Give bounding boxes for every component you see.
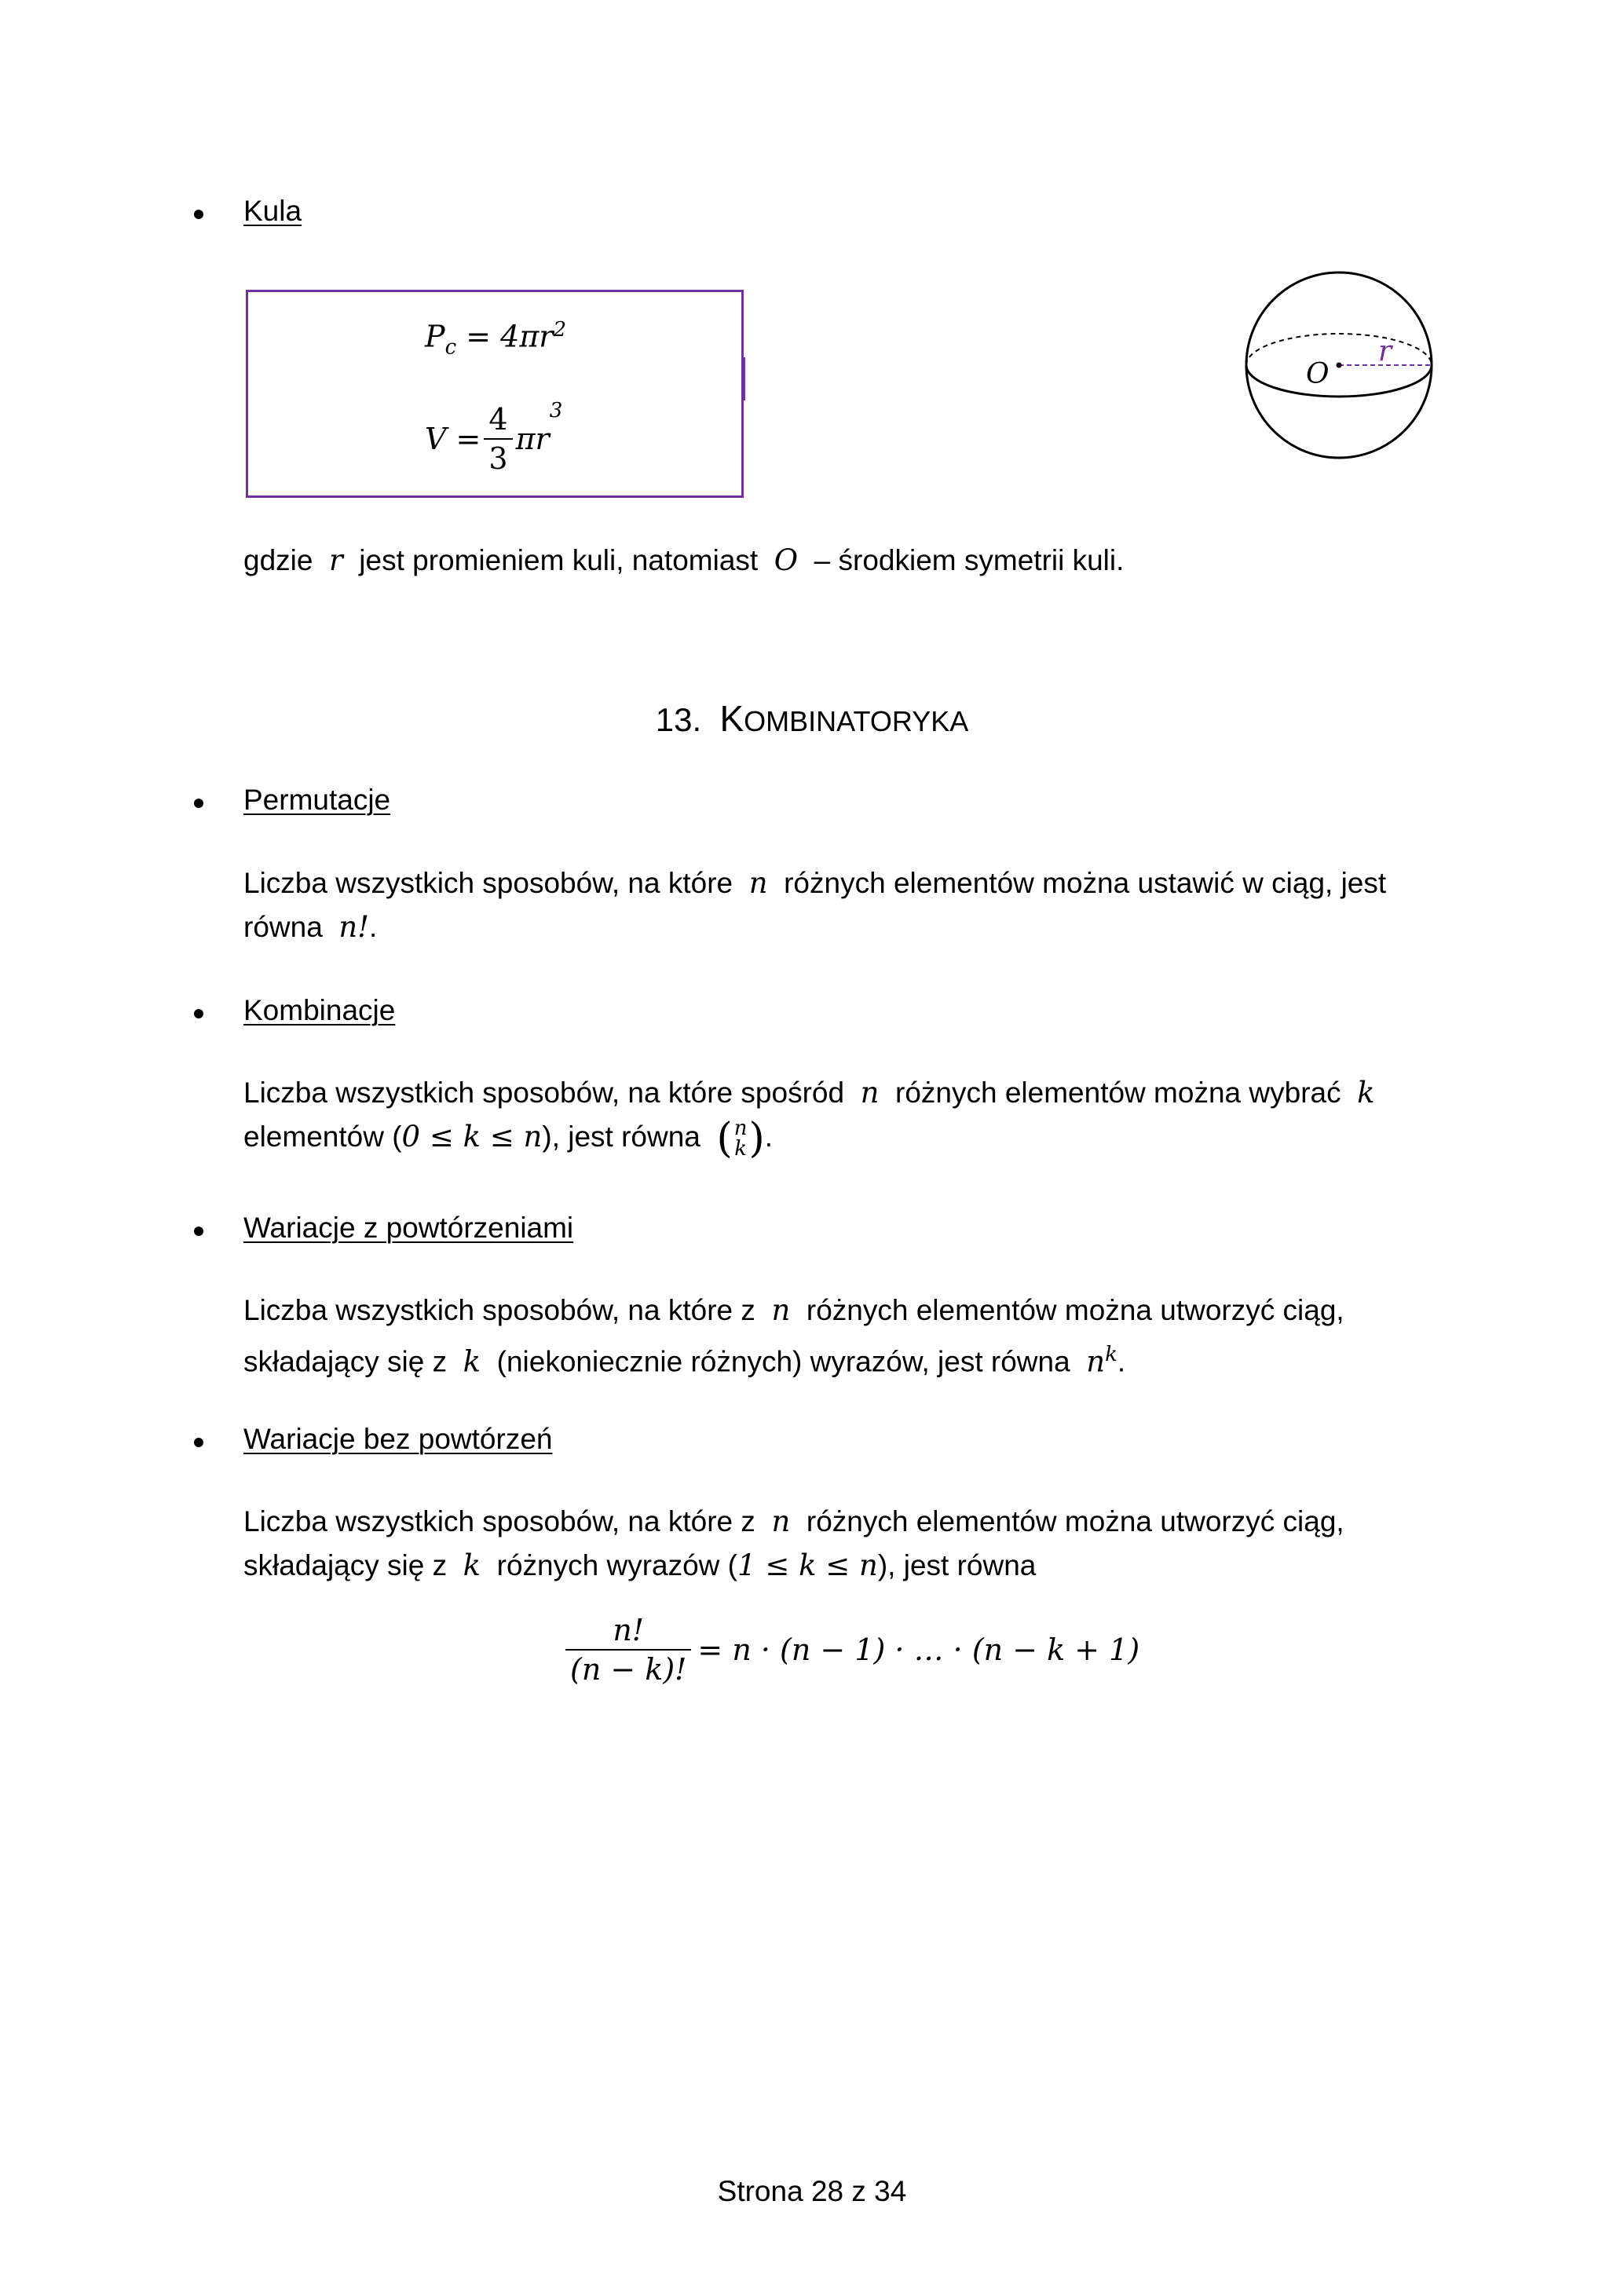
binomial-coefficient: ( n k ) <box>716 1115 765 1163</box>
permutacje-heading: Permutacje <box>243 784 391 816</box>
wariacje-z-powtorzeniami-text: Liczba wszystkich sposobów, na które z n różnych elementów można utworzyć ciąg, składający się z k (niekoniecznie różnych) wyrazów, jest równa $n^k$. <box>243 1293 1344 1379</box>
kula-heading: Kula <box>243 195 302 227</box>
wariacje-bez-powtorzen-heading: Wariacje bez powtórzeń <box>243 1423 553 1455</box>
factorial-fraction: $\frac{n!}{(n - k)!}$ <box>565 1613 691 1687</box>
area-formula: $P_c = 4\pi r^2$ <box>425 318 567 360</box>
equator-back <box>1246 334 1432 365</box>
sphere-diagram <box>1237 263 1457 467</box>
bullet <box>194 799 203 808</box>
center-label: O <box>1306 358 1330 390</box>
center-point <box>1337 363 1342 368</box>
volume-formula: V = $\frac{4}{3}$ πr $^3$ <box>425 399 563 476</box>
kombinacje-heading: Kombinacje <box>243 994 396 1026</box>
variation-formula: $\frac{n!}{(n - k)!}$ = n · (n − 1) · … · (n − k + 1) <box>565 1613 1139 1687</box>
wariacje-z-powtorzeniami-heading: Wariacje z powtórzeniami <box>243 1212 574 1244</box>
fraction-4-3: $\frac{4}{3}$ <box>484 402 512 476</box>
bullet <box>194 1438 203 1447</box>
radius-label: r <box>1378 335 1392 367</box>
kombinacje-text: Liczba wszystkich sposobów, na które spośród n różnych elementów można wybrać k elementów (0 ≤ k ≤ n), jest równa ( n k ) . <box>243 1076 1375 1163</box>
wariacje-bez-powtorzen-text: Liczba wszystkich sposobów, na które z n różnych elementów można utworzyć ciąg, składający się z k różnych wyrazów (1 ≤ k ≤ n), jest równa <box>243 1504 1344 1582</box>
section-title: 13. KOMBINATORYKA <box>655 698 969 739</box>
permutacje-text: Liczba wszystkich sposobów, na które n różnych elementów można ustawić w ciąg, jest równa n!. <box>243 866 1387 944</box>
formula-box <box>246 290 744 498</box>
bullet <box>194 1009 203 1018</box>
kula-note: gdzie r jest promieniem kuli, natomiast O – środkiem symetrii kuli. <box>243 543 1125 577</box>
page-number: Strona 28 z 34 <box>717 2175 907 2207</box>
box-right-accent <box>742 357 745 400</box>
bullet <box>194 1227 203 1236</box>
bullet <box>194 210 203 219</box>
equator-front <box>1246 365 1432 397</box>
